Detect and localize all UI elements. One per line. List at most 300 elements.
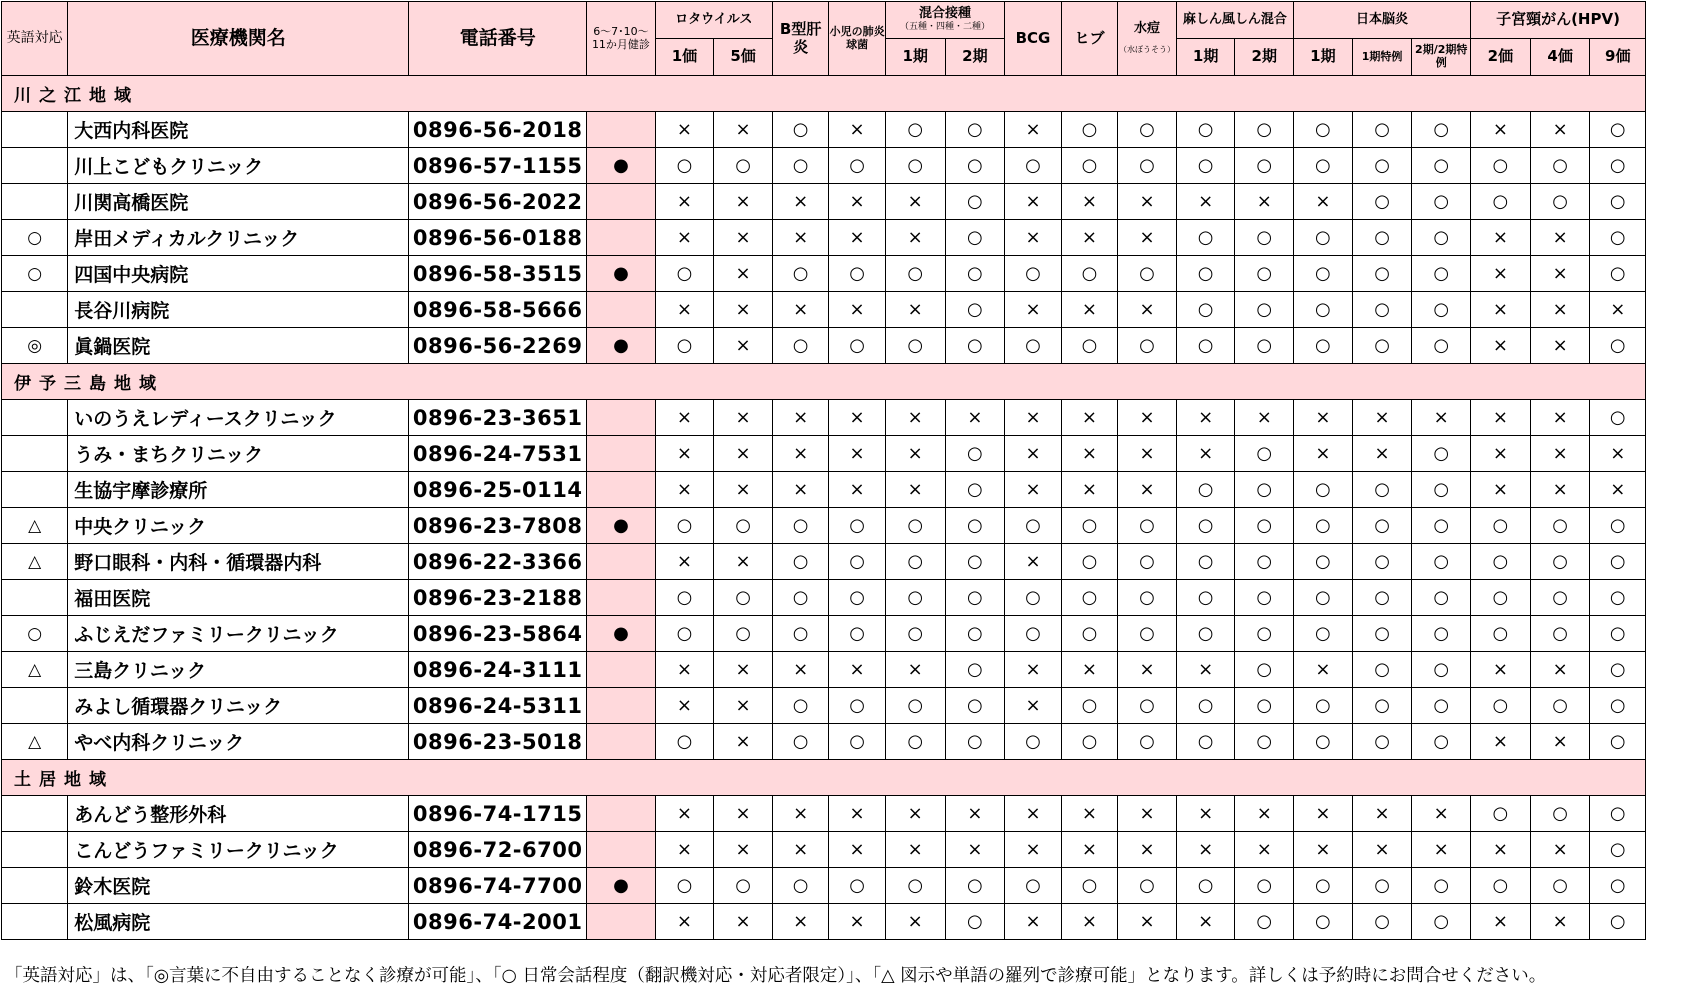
vaccine-mark: ○ — [1294, 580, 1353, 616]
vaccine-mark: × — [655, 112, 714, 148]
vaccine-mark: × — [1412, 400, 1471, 436]
vaccine-mark: ○ — [1061, 580, 1117, 616]
vaccine-mark: × — [829, 796, 885, 832]
vaccine-mark: ○ — [1352, 868, 1412, 904]
vaccine-mark: ○ — [1352, 580, 1412, 616]
vaccine-mark: × — [885, 436, 945, 472]
vaccine-mark: × — [1005, 832, 1061, 868]
vaccine-mark: ○ — [1294, 616, 1353, 652]
clinic-phone: 0896-56-0188 — [409, 220, 587, 256]
vaccine-mark: ○ — [1294, 724, 1353, 760]
vaccine-mark: ○ — [772, 580, 828, 616]
vaccine-mark: × — [1005, 652, 1061, 688]
clinic-name: 大西内科医院 — [68, 112, 409, 148]
clinic-name: あんどう整形外科 — [68, 796, 409, 832]
vaccine-mark: × — [772, 904, 828, 940]
vaccine-mark: × — [1471, 328, 1531, 364]
vaccine-mark: ○ — [945, 220, 1005, 256]
vaccine-mark: ○ — [1352, 652, 1412, 688]
vaccine-mark: × — [772, 652, 828, 688]
vaccine-mark: ○ — [1352, 328, 1412, 364]
vaccine-mark: × — [655, 832, 714, 868]
clinic-name: 四国中央病院 — [68, 256, 409, 292]
vaccine-mark: ○ — [1590, 328, 1646, 364]
vaccine-mark: ○ — [1412, 904, 1471, 940]
checkup-mark — [587, 184, 655, 220]
table-row — [2, 652, 1646, 688]
checkup-mark — [587, 652, 655, 688]
vaccine-mark: × — [829, 400, 885, 436]
english-support — [2, 580, 68, 616]
header-hpv: 子宮頸がん(HPV) — [1471, 2, 1646, 39]
vaccine-mark: ○ — [1530, 868, 1590, 904]
vaccine-mark: ○ — [1352, 544, 1412, 580]
vaccine-mark: × — [772, 832, 828, 868]
region-name: 土居地域 — [2, 760, 1646, 796]
vaccine-mark: ○ — [1176, 688, 1235, 724]
checkup-mark — [587, 220, 655, 256]
vaccine-mark: ○ — [1412, 508, 1471, 544]
vaccine-mark: ○ — [1352, 724, 1412, 760]
vaccine-mark: ○ — [1471, 508, 1531, 544]
vaccine-mark: × — [1118, 436, 1177, 472]
vaccine-mark: × — [714, 184, 773, 220]
vaccine-mark: × — [1352, 796, 1412, 832]
vaccine-mark: ○ — [1061, 724, 1117, 760]
vaccine-mark: ○ — [1118, 688, 1177, 724]
vaccine-mark: × — [1530, 436, 1590, 472]
vaccine-mark: ○ — [1235, 508, 1294, 544]
vaccine-mark: ○ — [1294, 112, 1353, 148]
vaccine-mark: × — [1061, 472, 1117, 508]
vaccine-mark: × — [655, 688, 714, 724]
vaccine-mark: ○ — [1471, 580, 1531, 616]
vaccine-mark: ○ — [945, 112, 1005, 148]
header-english: 英語対応 — [2, 2, 68, 76]
vaccine-mark: × — [1005, 292, 1061, 328]
vaccine-mark: × — [1294, 436, 1353, 472]
clinic-phone: 0896-56-2269 — [409, 328, 587, 364]
vaccine-mark: × — [1590, 292, 1646, 328]
vaccine-mark: ○ — [1235, 904, 1294, 940]
vaccine-mark: × — [1005, 112, 1061, 148]
vaccine-mark: ○ — [1352, 256, 1412, 292]
vaccine-mark: ○ — [1294, 256, 1353, 292]
vaccine-mark: ○ — [885, 868, 945, 904]
vaccine-mark: ○ — [1235, 328, 1294, 364]
vaccine-mark: ○ — [1176, 580, 1235, 616]
vaccine-mark: ○ — [1176, 868, 1235, 904]
vaccine-mark: ○ — [714, 580, 773, 616]
vaccine-mark: × — [829, 112, 885, 148]
vaccine-mark: ○ — [1412, 472, 1471, 508]
vaccine-mark: × — [655, 184, 714, 220]
vaccine-mark: ○ — [1005, 616, 1061, 652]
vaccine-mark: ○ — [1294, 544, 1353, 580]
table-row — [2, 580, 1646, 616]
vaccine-mark: ○ — [1412, 652, 1471, 688]
english-support: △ — [2, 508, 68, 544]
vaccine-mark: ○ — [772, 328, 828, 364]
header-mr: 麻しん風しん混合 — [1176, 2, 1293, 39]
clinic-name: 福田医院 — [68, 580, 409, 616]
vaccine-mark: ○ — [772, 688, 828, 724]
checkup-mark — [587, 832, 655, 868]
vaccine-mark: × — [1294, 832, 1353, 868]
vaccine-mark: ○ — [945, 148, 1005, 184]
vaccine-mark: × — [829, 292, 885, 328]
header-hpv-2: 2価 — [1471, 39, 1531, 76]
clinic-phone: 0896-58-5666 — [409, 292, 587, 328]
vaccine-mark: ○ — [1352, 688, 1412, 724]
vaccine-mark: × — [1118, 904, 1177, 940]
english-support — [2, 796, 68, 832]
vaccine-mark: ○ — [714, 616, 773, 652]
table-row — [2, 256, 1646, 292]
vaccine-mark: ○ — [945, 688, 1005, 724]
vaccine-mark: ○ — [829, 508, 885, 544]
header-rota-5: 5価 — [714, 39, 773, 76]
vaccine-mark: ○ — [1118, 256, 1177, 292]
vaccine-mark: ○ — [1352, 616, 1412, 652]
vaccine-mark: × — [885, 652, 945, 688]
vaccine-mark: ○ — [945, 868, 1005, 904]
vaccine-mark: × — [655, 652, 714, 688]
vaccine-mark: × — [1005, 472, 1061, 508]
clinic-phone: 0896-74-7700 — [409, 868, 587, 904]
vaccine-mark: ○ — [1471, 796, 1531, 832]
vaccine-mark: × — [1176, 904, 1235, 940]
vaccine-mark: × — [885, 796, 945, 832]
header-mixed — [885, 2, 1004, 39]
vaccine-mark: ○ — [885, 148, 945, 184]
vaccine-mark: ○ — [655, 256, 714, 292]
vaccine-mark: ○ — [829, 724, 885, 760]
vaccine-mark: ○ — [1530, 508, 1590, 544]
vaccine-mark: ○ — [1412, 616, 1471, 652]
region-row — [2, 364, 1646, 400]
vaccine-mark: ○ — [1352, 904, 1412, 940]
vaccine-mark: ○ — [1471, 184, 1531, 220]
table-row — [2, 472, 1646, 508]
vaccine-mark: × — [1530, 724, 1590, 760]
vaccine-mark: ○ — [655, 148, 714, 184]
vaccine-mark: × — [714, 832, 773, 868]
vaccine-mark: ○ — [885, 112, 945, 148]
vaccine-mark: × — [714, 724, 773, 760]
vaccine-mark: ○ — [1176, 292, 1235, 328]
table-row — [2, 328, 1646, 364]
vaccine-mark: ○ — [1530, 688, 1590, 724]
clinic-phone: 0896-74-2001 — [409, 904, 587, 940]
vaccine-mark: ○ — [1176, 724, 1235, 760]
vaccine-mark: ○ — [1294, 904, 1353, 940]
vaccine-mark: × — [1118, 652, 1177, 688]
vaccine-mark: ○ — [1294, 868, 1353, 904]
clinic-phone: 0896-57-1155 — [409, 148, 587, 184]
table-row — [2, 436, 1646, 472]
vaccine-mark: × — [1061, 400, 1117, 436]
table-row — [2, 292, 1646, 328]
vaccine-mark: × — [655, 292, 714, 328]
header-rota-1: 1価 — [655, 39, 714, 76]
vaccine-mark: × — [1118, 796, 1177, 832]
vaccine-mark: × — [1294, 184, 1353, 220]
checkup-mark: ● — [587, 328, 655, 364]
vaccine-mark: × — [1412, 832, 1471, 868]
vaccine-mark: ○ — [1061, 688, 1117, 724]
vaccine-mark: ○ — [1530, 616, 1590, 652]
vaccine-mark: ○ — [1590, 508, 1646, 544]
vaccine-mark: × — [885, 400, 945, 436]
vaccine-mark: ○ — [1118, 724, 1177, 760]
vaccine-mark: × — [772, 436, 828, 472]
vaccine-mark: × — [714, 688, 773, 724]
english-support — [2, 184, 68, 220]
vaccine-mark: × — [1352, 400, 1412, 436]
vaccine-mark: × — [1005, 904, 1061, 940]
vaccine-mark: ○ — [1061, 256, 1117, 292]
vaccine-mark: × — [1471, 724, 1531, 760]
vaccine-mark: ○ — [1590, 544, 1646, 580]
vaccine-mark: ○ — [885, 724, 945, 760]
vaccine-mark: ○ — [1590, 220, 1646, 256]
header-kenshin: 6～7･10～11か月健診 — [587, 2, 655, 76]
vaccine-mark: ○ — [1235, 256, 1294, 292]
clinic-phone: 0896-24-7531 — [409, 436, 587, 472]
english-support: △ — [2, 724, 68, 760]
vaccine-mark: × — [1061, 436, 1117, 472]
table-row — [2, 796, 1646, 832]
header-hib: ヒブ — [1061, 2, 1117, 76]
vaccine-mark: ○ — [829, 544, 885, 580]
vaccine-mark: × — [1530, 904, 1590, 940]
vaccine-mark: × — [714, 292, 773, 328]
vaccine-mark: ○ — [1118, 112, 1177, 148]
vaccine-mark: × — [655, 400, 714, 436]
vaccine-mark: ○ — [945, 292, 1005, 328]
vaccine-mark: × — [772, 796, 828, 832]
vaccine-mark: × — [1235, 184, 1294, 220]
vaccine-mark: ○ — [1412, 148, 1471, 184]
vaccine-mark: ○ — [1412, 256, 1471, 292]
vaccine-mark: × — [714, 796, 773, 832]
vaccine-mark: ○ — [1235, 220, 1294, 256]
clinic-phone: 0896-23-2188 — [409, 580, 587, 616]
vaccine-mark: ○ — [945, 508, 1005, 544]
checkup-mark — [587, 436, 655, 472]
checkup-mark — [587, 292, 655, 328]
header-name: 医療機関名 — [68, 2, 409, 76]
vaccine-mark: ○ — [1590, 616, 1646, 652]
vaccine-mark: × — [1061, 652, 1117, 688]
vaccine-mark: ○ — [1005, 724, 1061, 760]
table-row — [2, 832, 1646, 868]
vaccine-mark: × — [885, 292, 945, 328]
clinic-phone: 0896-22-3366 — [409, 544, 587, 580]
vaccine-mark: × — [885, 904, 945, 940]
vaccine-mark: × — [1471, 436, 1531, 472]
vaccine-mark: ○ — [1235, 292, 1294, 328]
checkup-mark — [587, 112, 655, 148]
vaccine-mark: × — [772, 292, 828, 328]
vaccine-mark: × — [1471, 652, 1531, 688]
checkup-mark: ● — [587, 868, 655, 904]
vaccine-mark: ○ — [829, 868, 885, 904]
vaccine-mark: ○ — [1235, 616, 1294, 652]
english-support: △ — [2, 652, 68, 688]
clinic-phone: 0896-74-1715 — [409, 796, 587, 832]
vaccine-mark: ○ — [1235, 472, 1294, 508]
clinic-name: やべ内科クリニック — [68, 724, 409, 760]
vaccine-mark: ○ — [1471, 616, 1531, 652]
vaccine-mark: × — [1005, 400, 1061, 436]
vaccine-mark: ○ — [1412, 184, 1471, 220]
vaccine-mark: ○ — [1590, 112, 1646, 148]
checkup-mark — [587, 472, 655, 508]
vaccine-mark: ○ — [655, 868, 714, 904]
header-rota: ロタウイルス — [655, 2, 772, 39]
checkup-mark — [587, 580, 655, 616]
vaccine-mark: × — [655, 796, 714, 832]
vaccine-mark: ○ — [1352, 112, 1412, 148]
english-support — [2, 868, 68, 904]
vaccine-mark: × — [829, 184, 885, 220]
table-row — [2, 688, 1646, 724]
clinic-phone: 0896-23-3651 — [409, 400, 587, 436]
vaccine-mark: ○ — [1294, 328, 1353, 364]
clinic-phone: 0896-24-3111 — [409, 652, 587, 688]
vaccine-mark: ○ — [772, 868, 828, 904]
vaccine-mark: ○ — [1412, 868, 1471, 904]
vaccine-mark: × — [714, 112, 773, 148]
vaccine-mark: ○ — [1118, 148, 1177, 184]
vaccine-mark: ○ — [1005, 328, 1061, 364]
vaccine-mark: ○ — [1176, 508, 1235, 544]
vaccine-mark: × — [655, 904, 714, 940]
vaccine-mark: ○ — [772, 616, 828, 652]
vaccine-mark: × — [1412, 796, 1471, 832]
vaccine-mark: ○ — [1005, 256, 1061, 292]
vaccine-mark: ○ — [1530, 580, 1590, 616]
vaccine-mark: × — [1471, 904, 1531, 940]
vaccine-mark: ○ — [1412, 580, 1471, 616]
vaccine-mark: ○ — [945, 436, 1005, 472]
vaccine-mark: ○ — [885, 256, 945, 292]
vaccine-mark: × — [1061, 904, 1117, 940]
vaccine-mark: ○ — [1176, 616, 1235, 652]
checkup-mark — [587, 724, 655, 760]
header-mr-1: 1期 — [1176, 39, 1235, 76]
english-support — [2, 148, 68, 184]
vaccine-mark: ○ — [1412, 436, 1471, 472]
vaccine-mark: ○ — [945, 904, 1005, 940]
vaccine-mark: ○ — [655, 328, 714, 364]
vaccine-mark: × — [829, 436, 885, 472]
vaccine-mark: ○ — [1590, 400, 1646, 436]
vaccine-mark: × — [714, 904, 773, 940]
vaccine-mark: ○ — [1294, 220, 1353, 256]
vaccine-mark: ○ — [1352, 508, 1412, 544]
vaccine-mark: × — [1118, 184, 1177, 220]
vaccine-mark: ○ — [829, 580, 885, 616]
vaccine-mark: × — [1530, 472, 1590, 508]
table-row — [2, 724, 1646, 760]
vaccine-mark: ○ — [1352, 148, 1412, 184]
clinic-name: 眞鍋医院 — [68, 328, 409, 364]
vaccine-mark: ○ — [1005, 868, 1061, 904]
vaccine-mark: × — [655, 544, 714, 580]
vaccine-mark: × — [1471, 400, 1531, 436]
vaccine-mark: × — [655, 436, 714, 472]
vaccine-mark: × — [1352, 832, 1412, 868]
vaccine-mark: × — [1176, 832, 1235, 868]
vaccine-mark: ○ — [772, 112, 828, 148]
header-je-1: 1期 — [1294, 39, 1353, 76]
footnote: 「英語対応」は、「◎言葉に不自由することなく診療が可能」、「○ 日常会話程度（翻訳機対応・対応者限定）」、「△ 図示や単語の羅列で診療可能」となります。詳しくは予約時にお問合せください。 — [5, 966, 1547, 986]
english-support: △ — [2, 544, 68, 580]
vaccine-mark: ○ — [1530, 148, 1590, 184]
vaccine-mark: × — [885, 832, 945, 868]
vaccine-mark: ○ — [1412, 292, 1471, 328]
checkup-mark: ● — [587, 508, 655, 544]
vaccine-mark: × — [714, 544, 773, 580]
vaccine-mark: × — [1471, 220, 1531, 256]
vaccine-mark: ○ — [1352, 472, 1412, 508]
vaccine-mark: ○ — [1294, 472, 1353, 508]
header-mixed-2: 2期 — [945, 39, 1005, 76]
vaccine-mark: ○ — [1235, 112, 1294, 148]
vaccine-mark: ○ — [1235, 544, 1294, 580]
region-row — [2, 76, 1646, 112]
clinic-name: 鈴木医院 — [68, 868, 409, 904]
vaccine-mark: × — [714, 328, 773, 364]
table-body — [2, 76, 1646, 940]
vaccine-mark: × — [1118, 292, 1177, 328]
vaccine-mark: × — [1590, 472, 1646, 508]
clinic-name: みよし循環器クリニック — [68, 688, 409, 724]
checkup-mark: ● — [587, 148, 655, 184]
vaccine-mark: × — [1061, 796, 1117, 832]
vaccine-mark: × — [1061, 832, 1117, 868]
checkup-mark — [587, 400, 655, 436]
vaccine-mark: × — [1005, 544, 1061, 580]
vaccine-mark: ○ — [1118, 508, 1177, 544]
vaccine-mark: ○ — [1176, 256, 1235, 292]
vaccine-mark: ○ — [655, 616, 714, 652]
checkup-mark — [587, 544, 655, 580]
table-row — [2, 904, 1646, 940]
vaccine-mark: ○ — [945, 544, 1005, 580]
vaccine-mark: ○ — [1471, 544, 1531, 580]
vaccine-mark: × — [1005, 220, 1061, 256]
vaccine-mark: ○ — [829, 328, 885, 364]
vaccine-mark: ○ — [1061, 616, 1117, 652]
vaccine-mark: × — [655, 472, 714, 508]
vaccine-mark: ○ — [1176, 220, 1235, 256]
vaccine-mark: ○ — [1294, 688, 1353, 724]
vaccine-mark: ○ — [1235, 868, 1294, 904]
clinic-phone: 0896-24-5311 — [409, 688, 587, 724]
region-name: 川之江地域 — [2, 76, 1646, 112]
vaccine-mark: ○ — [1235, 580, 1294, 616]
english-support: ○ — [2, 616, 68, 652]
vaccine-mark: ○ — [829, 688, 885, 724]
vaccine-mark: ○ — [1118, 580, 1177, 616]
table-row — [2, 616, 1646, 652]
english-support — [2, 472, 68, 508]
vaccine-mark: ○ — [1530, 796, 1590, 832]
